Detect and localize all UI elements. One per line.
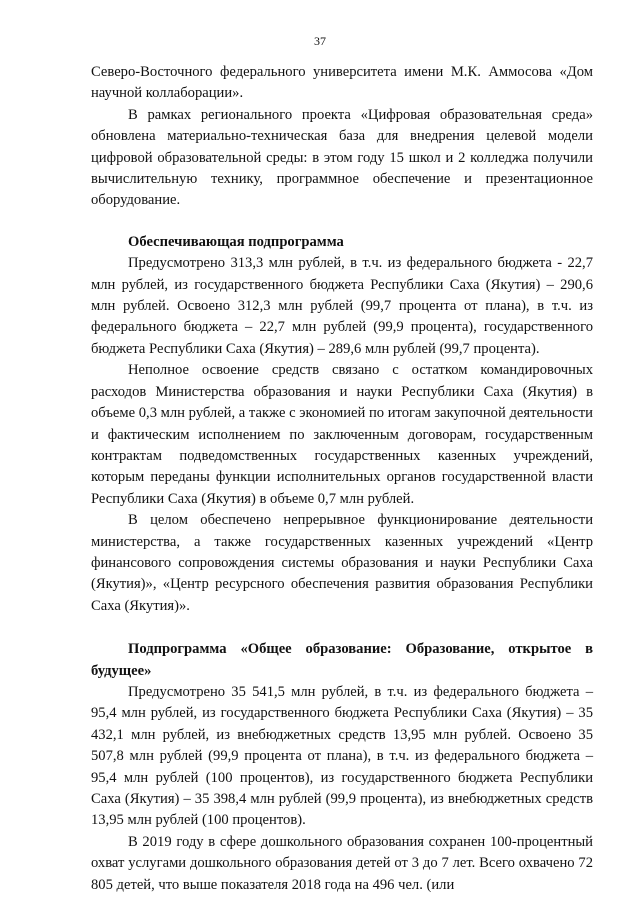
section-spacer	[91, 212, 593, 232]
paragraph-incomplete-spending: Неполное освоение средств связано с остатком командировочных расходов Министерства образования и науки Республики Саха (Якутия) в объеме 0,3 млн рублей, а также с экономией по итогам закупочной деятельности и фактическим исполнением по заключенным договорам, государственным контрактам подведомственных государственных казенных учреждений, которым переданы функции исполнительных органов государственной власти Республики Саха (Якутия) в объеме 0,7 млн рублей.	[91, 362, 593, 507]
section-spacer	[91, 617, 593, 639]
section-heading-general-education: Подпрограмма «Общее образование: Образование, открытое в будущее»	[91, 641, 593, 679]
paragraph-preschool-coverage: В 2019 году в сфере дошкольного образования сохранен 100-процентный охват услугами дошкольного образования детей от 3 до 7 лет. Всего охвачено 72 805 детей, что выше показателя 2018 года на 496 чел. (или	[91, 833, 593, 893]
paragraph-digital-environment: В рамках регионального проекта «Цифровая образовательная среда» обновлена материально-техническая база для внедрения целевой модели цифровой образовательной среды: в этом году 15 школ и 2 колледжа получили вычислительную технику, программное обеспечение и презентационное оборудование.	[91, 106, 593, 209]
paragraph-ministry-functioning: В целом обеспечено непрерывное функционирование деятельности министерства, а также государственных казенных учреждений «Центр финансового сопровождения системы образования и науки Республики Саха (Якутия)», «Центр ресурсного обеспечения развития образования Республики Саха (Якутия)».	[91, 512, 593, 614]
section-heading-supporting-subprogram: Обеспечивающая подпрограмма	[128, 233, 344, 250]
paragraph-continuation: Северо-Восточного федерального университета имени М.К. Аммосова «Дом научной коллаборации».	[91, 64, 593, 102]
paragraph-supporting-funding: Предусмотрено 313,3 млн рублей, в т.ч. из федерального бюджета - 22,7 млн рублей, из государственного бюджета Республики Саха (Якутия) – 290,6 млн рублей. Освоено 312,3 млн рублей (99,7 процента от плана), в т.ч. из федерального бюджета – 22,7 млн рублей (99,9 процента), государственного бюджета Республики Саха (Якутия) – 289,6 млн рублей (99,7 процента).	[91, 255, 593, 357]
paragraph-general-education-funding: Предусмотрено 35 541,5 млн рублей, в т.ч. из федерального бюджета – 95,4 млн рублей, из государственного бюджета Республики Саха (Якутия) – 35 432,1 млн рублей, из внебюджетных средств 13,95 млн рублей. Освоено 35 507,8 млн рублей (99,9 процента от плана), в т.ч. из федерального бюджета – 95,4 млн рублей (100 процентов), из государственного бюджета Республики Саха (Якутия) – 35 398,4 млн рублей (99,9 процента), из внебюджетных средств 13,95 млн рублей (100 процентов).	[91, 683, 593, 829]
document-body	[91, 62, 593, 896]
page-number: 37	[314, 34, 326, 48]
